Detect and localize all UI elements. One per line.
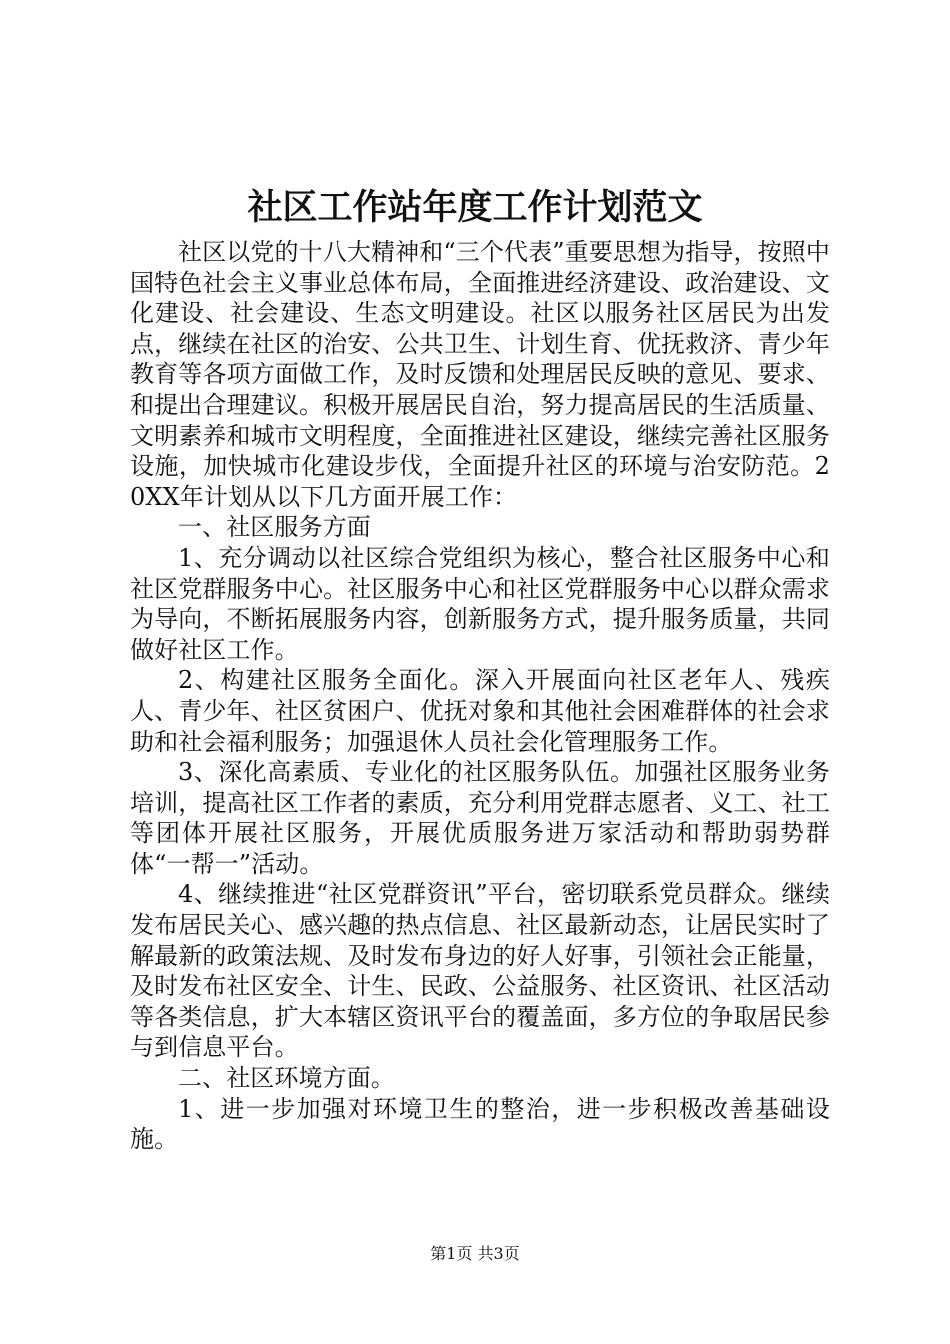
section-heading-community-environment: 二、社区环境方面。 [178,1064,395,1093]
paragraph-item-1: 1、充分调动以社区综合党组织为核心，整合社区服务中心和社区党群服务中心。社区服务中心和社区党群服务中心以群众需求为导向，不断拓展服务内容，创新服务方式，提升服务质量，共同做好社区工作。 [130,543,830,664]
paragraph-item-3: 3、深化高素质、专业化的社区服务队伍。加强社区服务业务培训，提高社区工作者的素质，充分利用党群志愿者、义工、社工等团体开展社区服务，开展优质服务进万家活动和帮助弱势群体“一帮一”活动。 [130,758,830,878]
page-number-footer: 第1页 共3页 [430,1244,520,1263]
paragraph-env-item-1: 1、进一步加强对环境卫生的整治，进一步积极改善基础设施。 [130,1094,830,1154]
paragraph-item-2: 2、构建社区服务全面化。深入开展面向社区老年人、残疾人、青少年、社区贫困户、优抚对象和其他社会困难群体的社会求助和社会福利服务；加强退休人员社会化管理服务工作。 [130,666,830,756]
paragraph-item-4: 4、继续推进“社区党群资讯”平台，密切联系党员群众。继续发布居民关心、感兴趣的热点信息、社区最新动态，让居民实时了解最新的政策法规、及时发布身边的好人好事，引领社会正能量，及时发布社区安全、计生、民政、公益服务、社区资讯、社区活动等各类信息，扩大本辖区资讯平台的覆盖面，多方位的争取居民参与到信息平台。 [130,880,830,1062]
document-body [130,237,830,1155]
section-heading-community-service: 一、社区服务方面 [178,513,371,542]
document-title: 社区工作站年度工作计划范文 [247,187,703,228]
paragraph-intro: 社区以党的十八大精神和“三个代表”重要思想为指导，按照中国特色社会主义事业总体布局，全面推进经济建设、政治建设、文化建设、社会建设、生态文明建设。社区以服务社区居民为出发点，继续在社区的治安、公共卫生、计划生育、优抚救济、青少年教育等各项方面做工作，及时反馈和处理居民反映的意见、要求、和提出合理建议。积极开展居民自治，努力提高居民的生活质量、文明素养和城市文明程度，全面推进社区建设，继续完善社区服务设施，加快城市化建设步伐，全面提升社区的环境与治安防范。20XX年计划从以下几方面开展工作： [130,238,830,511]
